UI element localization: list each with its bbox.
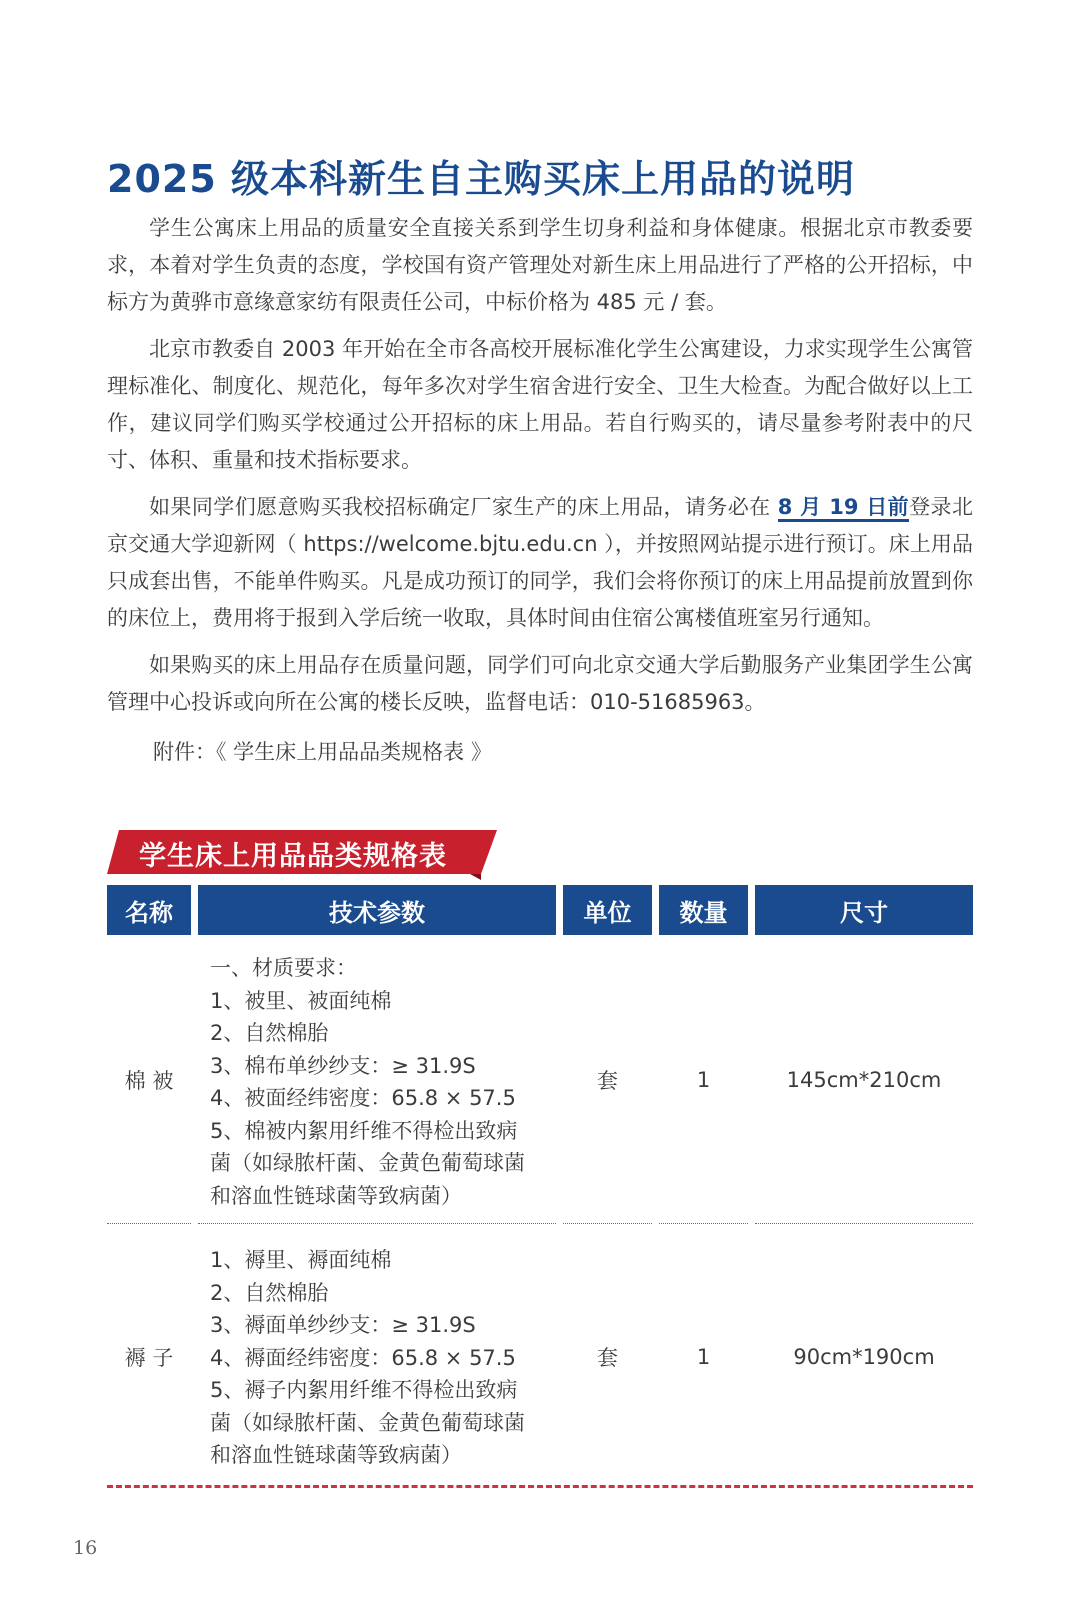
row2-size: 90cm*190cm [793, 1345, 935, 1369]
row2-spec [210, 1244, 550, 1472]
spec-line: 一、材质要求： [210, 956, 357, 980]
spec-line: 和溶血性链球菌等致病菌） [210, 1183, 462, 1208]
spec-line: 5、棉被内絮用纤维不得检出致病 [210, 1118, 518, 1143]
row-divider [755, 1223, 973, 1224]
paragraph-text: 学生公寓床上用品的质量安全直接关系到学生切身利益和身体健康。根据北京市教委要求，本着对学生负责的态度，学校国有资产管理处对新生床上用品进行了严格的公开招标，中标方为黄骅市意缘意家纺有限责任公司，中标价格为 485 元 / 套。 [107, 216, 973, 314]
intro-paragraphs [107, 210, 973, 731]
row2-qty: 1 [696, 1345, 711, 1369]
row1-name: 棉 被 [124, 1069, 174, 1093]
spec-line: 3、褥面单纱纱支：≥ 31.9S [210, 1313, 476, 1337]
row1-size: 145cm*210cm [786, 1068, 942, 1092]
table-banner [107, 830, 497, 874]
spec-line: 5、褥子内絮用纤维不得检出致病 [210, 1378, 518, 1402]
row2-name: 褥 子 [124, 1346, 174, 1370]
paragraph-4 [107, 647, 973, 721]
spec-line: 1、褥里、褥面纯棉 [210, 1248, 392, 1272]
paragraph-text: 北京市教委自 2003 年开始在全市各高校开展标准化学生公寓建设，力求实现学生公寓管理标准化、制度化、规范化，每年多次对学生宿舍进行安全、卫生大检查。为配合做好以上工作，建议同学们购买学校通过公开招标的床上用品。若自行购买的，请尽量参考附表中的尺寸、体积、重量和技术指标要求。 [107, 337, 973, 472]
paragraph-text: 登录北京交通大学迎新网（ https://welcome.bjtu.edu.cn ），并按照网站提示进行预订。床上用品只成套出售，不能单件购买。凡是成功预订的同学，我们会将你预订的床上用品提前放置到你的床位上，费用将于报到入学后统一收取，具体时间由住宿公寓楼值班室另行通知。 [107, 495, 973, 630]
paragraph-1 [107, 210, 973, 321]
paragraph-3 [107, 489, 973, 637]
paragraph-2 [107, 331, 973, 479]
page-number: 16 [73, 1537, 98, 1559]
spec-line: 4、褥面经纬密度：65.8 × 57.5 [210, 1345, 516, 1370]
attachment-note: 附件：《 学生床上用品品类规格表 》 [153, 740, 492, 764]
header-name: 名称 [107, 885, 191, 935]
spec-line: 2、自然棉胎 [210, 1021, 329, 1045]
deadline-highlight: 8 月 19 日前 [778, 495, 909, 522]
header-size: 尺寸 [755, 885, 973, 935]
spec-line: 1、被里、被面纯棉 [210, 988, 392, 1013]
row1-spec [210, 952, 550, 1212]
spec-line: 和溶血性链球菌等致病菌） [210, 1443, 462, 1467]
header-qty: 数量 [659, 885, 748, 935]
paragraph-text: 如果同学们愿意购买我校招标确定厂家生产的床上用品，请务必在 [149, 495, 778, 519]
paragraph-text: 如果购买的床上用品存在质量问题，同学们可向北京交通大学后勤服务产业集团学生公寓管理中心投诉或向所在公寓的楼长反映，监督电话：010-51685963。 [107, 653, 973, 714]
page-title: 2025 级本科新生自主购买床上用品的说明 [107, 157, 855, 201]
spec-line: 2、自然棉胎 [210, 1280, 329, 1305]
row-divider [659, 1223, 748, 1224]
row-divider [107, 1223, 191, 1224]
spec-line: 菌（如绿脓杆菌、金黄色葡萄球菌 [210, 1151, 525, 1175]
spec-line: 3、棉布单纱纱支：≥ 31.9S [210, 1053, 476, 1078]
banner-title: 学生床上用品品类规格表 [139, 841, 447, 872]
row1-qty: 1 [696, 1068, 711, 1092]
row-divider [198, 1223, 556, 1224]
spec-line: 菌（如绿脓杆菌、金黄色葡萄球菌 [210, 1410, 525, 1435]
table-bottom-divider [107, 1485, 973, 1488]
header-unit: 单位 [563, 885, 652, 935]
spec-line: 4、被面经纬密度：65.8 × 57.5 [210, 1086, 516, 1110]
row2-unit: 套 [597, 1346, 618, 1370]
header-spec: 技术参数 [198, 885, 556, 935]
row1-unit: 套 [597, 1069, 618, 1093]
row-divider [563, 1223, 652, 1224]
